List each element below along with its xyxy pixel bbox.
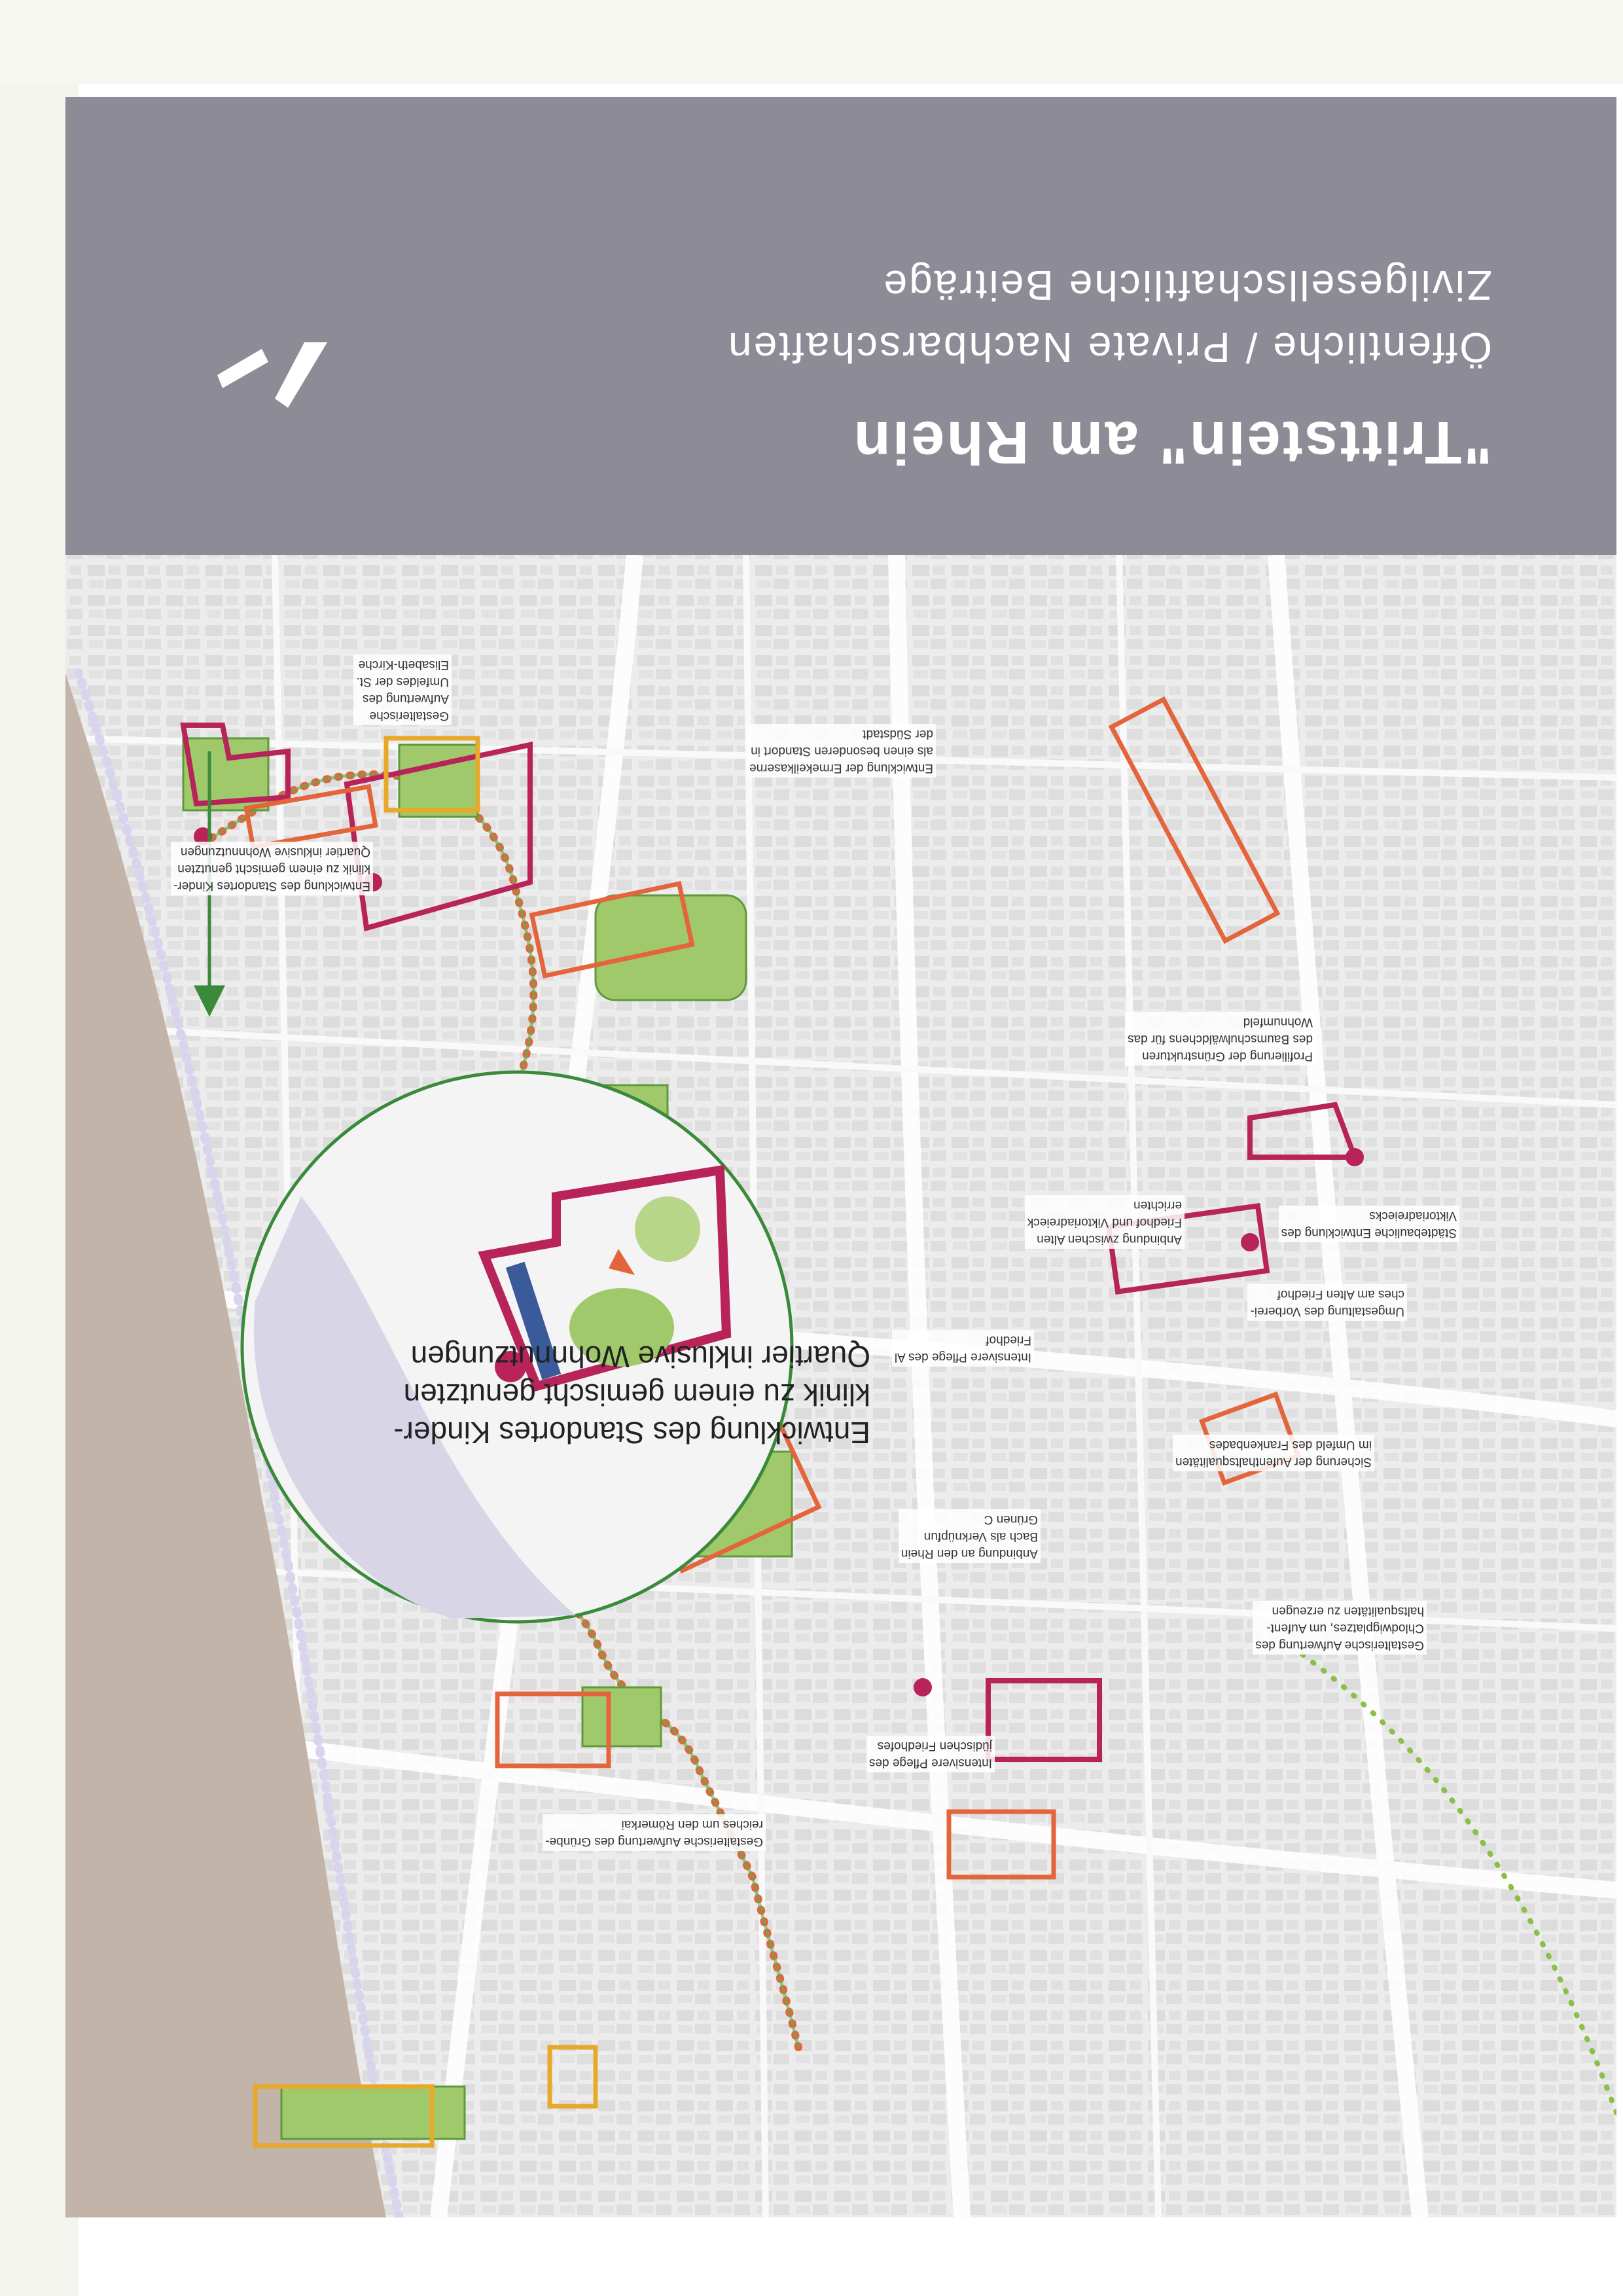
- page-title: "Trittstein" am Rhein: [851, 409, 1492, 476]
- label-viktoria: Städtebauliche Entwicklung des Viktoriadreiecks: [1279, 1206, 1459, 1242]
- zoom-green-block-2: [635, 1196, 700, 1262]
- label-chlodwig: Gestalterische Aufwertung des Chlodwigplatzes, um Aufent- haltsqualitäten zu erzeugen: [1253, 1601, 1427, 1655]
- zoom-caption: Entwicklung des Standortes Kinder- klinik zu einem gemischt genutzten Quartier inklusive Wohnnutzungen: [393, 1340, 870, 1450]
- brand-mark-icon: [209, 323, 340, 414]
- scan-border-bottom: [0, 0, 1623, 84]
- label-juedisch: Intensivere Pflege des jüdischen Friedhofes: [866, 1736, 995, 1772]
- label-roemerkai: Gestalterische Aufwertung des Grünbe- reiches um den Römerkai: [543, 1814, 766, 1851]
- label-elisabeth: Gestalterische Aufwertung des Umfeldes der St. Elisabeth-Kirche: [354, 655, 452, 725]
- label-vorbereich: Umgestaltung des Vorberei- ches am Alten Friedhof: [1247, 1284, 1407, 1321]
- printed-sheet: [65, 97, 1616, 2217]
- page-subtitle-2: Zivilgesellschaftliche Beiträge: [882, 262, 1492, 309]
- label-pflege-alter: Intensivere Pflege des Al Friedhof: [892, 1330, 1034, 1367]
- label-bach: Anbindung an den Rhein Bach als Verknüpfun Grünen C: [899, 1509, 1041, 1563]
- label-frankenbad: Sicherung der Aufenthaltsqualitäten im Umfeld des Frankenbades: [1173, 1435, 1374, 1471]
- label-anbindung-friedhof: Anbindung zwischen Alten Friedhof und Viktoriadreieck errichten: [1025, 1195, 1185, 1249]
- label-kinderklinik: Entwicklung des Standortes Kinder- klinik zu einem gemischt genutzten Quartier inklusive Wohnnutzungen: [171, 842, 373, 895]
- label-baumschul: Profilierung der Grünstrukturen des Baumschulwäldchens für das Wohnumfeld: [1125, 1012, 1315, 1066]
- page-subtitle-1: Öffentliche / Private Nachbarschaften: [726, 324, 1492, 371]
- label-ermekeil: Entwicklung der Ermekeilkaserne als einen besonderen Standort in der Südstadt: [747, 724, 936, 778]
